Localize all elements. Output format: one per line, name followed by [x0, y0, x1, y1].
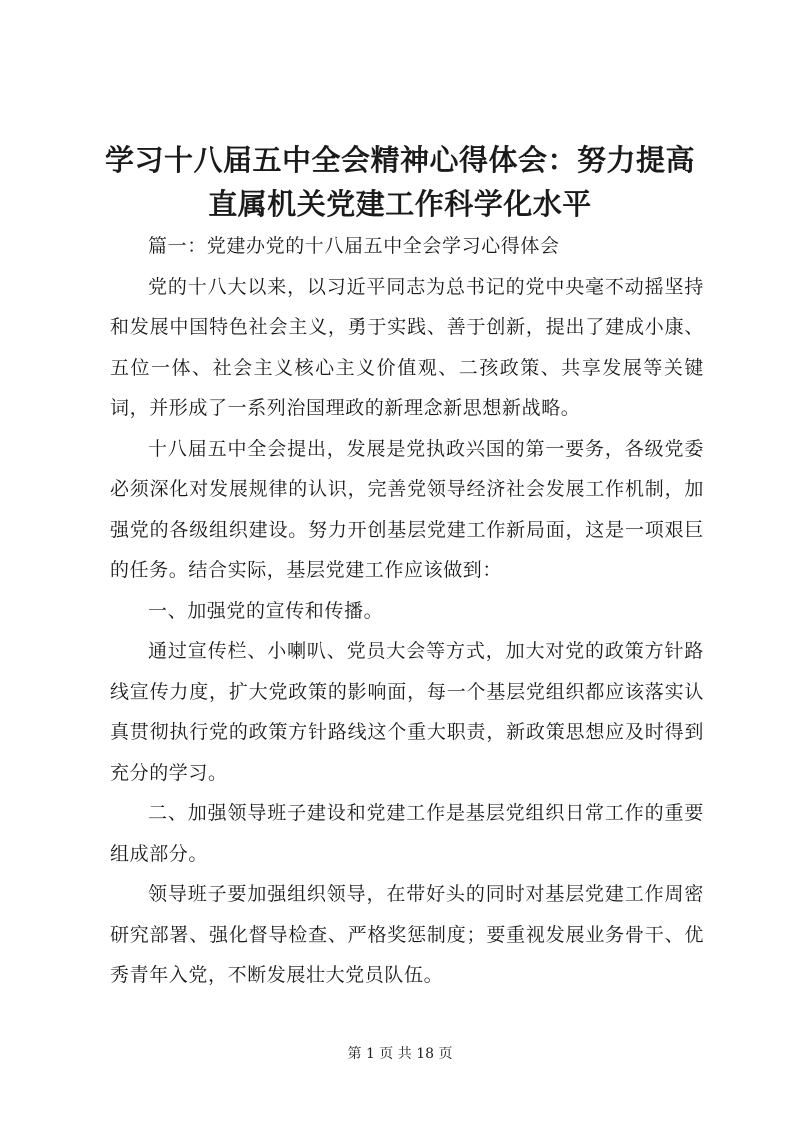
document-body — [110, 226, 704, 996]
page-footer: 第 1 页 共 18 页 — [347, 1046, 453, 1062]
subheading-2: 二、加强领导班子建设和党建工作是基层党组织日常工作的重要组成部分。 — [110, 802, 704, 865]
subheading-1: 一、加强党的宣传和传播。 — [148, 599, 384, 622]
paragraph-2: 十八届五中全会提出，发展是党执政兴国的第一要务，各级党委必须深化对发展规律的认识，完善党领导经济社会发展工作机制，加强党的各级组织建设。努力开创基层党建工作新局面，这是一项艰巨的任务。结合实际，基层党建工作应该做到： — [110, 437, 704, 581]
section-heading: 篇一：党建办党的十八届五中全会学习心得体会 — [148, 235, 560, 257]
paragraph-1: 党的十八大以来，以习近平同志为总书记的党中央毫不动摇坚持和发展中国特色社会主义，勇于实践、善于创新，提出了建成小康、五位一体、社会主义核心主义价值观、二孩政策、共享发展等关键词，并形成了一系列治国理政的新理念新思想新战略。 — [110, 275, 704, 419]
title-line-2: 直属机关党建工作科学化水平 — [208, 187, 592, 221]
paragraph-4: 领导班子要加强组织领导，在带好头的同时对基层党建工作周密研究部署、强化督导检查、严格奖惩制度；要重视发展业务骨干、优秀青年入党，不断发展壮大党员队伍。 — [110, 883, 704, 986]
title-line-1: 学习十八届五中全会精神心得体会：努力提高 — [104, 143, 695, 177]
document-title — [100, 138, 700, 226]
paragraph-3: 通过宣传栏、小喇叭、党员大会等方式，加大对党的政策方针路线宣传力度，扩大党政策的影响面，每一个基层党组织都应该落实认真贯彻执行党的政策方针路线这个重大职责，新政策思想应及时得到充分的学习。 — [110, 640, 704, 784]
